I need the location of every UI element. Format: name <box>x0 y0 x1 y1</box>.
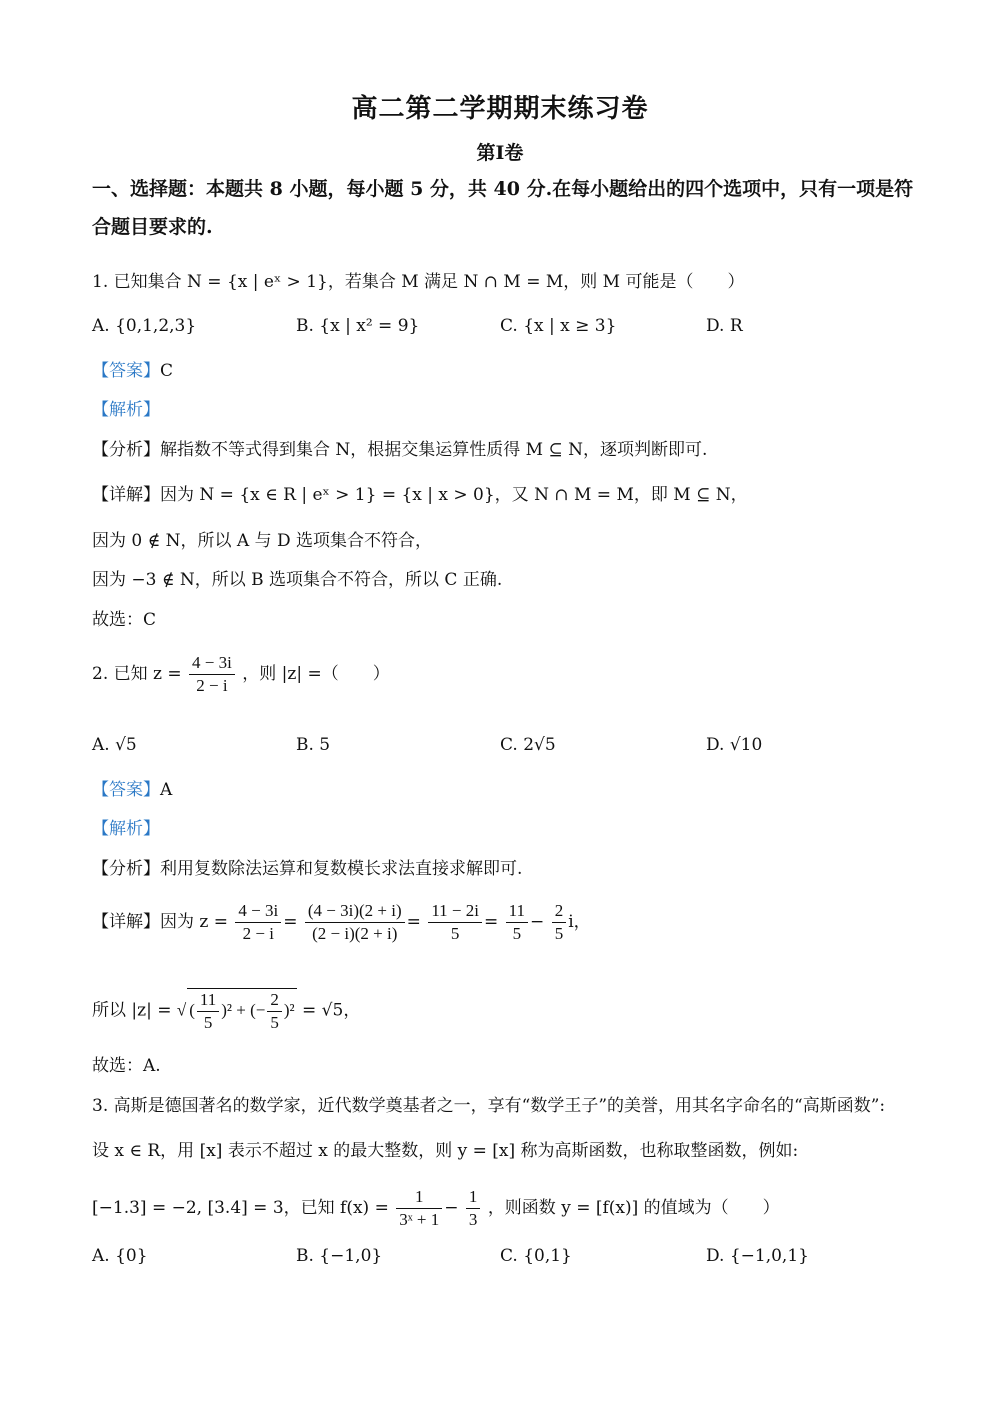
q2-stem <box>92 652 390 697</box>
modulus-inner-b: )² + (− <box>221 1000 266 1020</box>
fenxi-tag: 【分析】 <box>92 859 160 879</box>
q2-xiangjie: 【详解】因为 z = $\frac{4 - 3i}{2 - i}$ = $\frac{(4 - 3i)(2 + i)}{(2 - i)(2 + i)}$ = $\frac{11 - 2i}{5}$ = $\frac{11}{5}$ − $\frac{2}{5}$ i， <box>92 901 591 943</box>
q1-line3: 因为 −3 ∉ N，所以 B 选项集合不符合，所以 C 正确. <box>92 570 503 590</box>
modulus-fraction-2 <box>267 989 282 1034</box>
fraction-5-num: 2 <box>552 900 567 923</box>
q1-stem: 1. 已知集合 N = {x | eˣ > 1}，若集合 M 满足 N ∩ M = M，则 M 可能是（ ） <box>92 272 745 292</box>
q2-stem-prefix: 2. 已知 z = <box>92 664 182 684</box>
q3-fraction-2-num: 1 <box>466 1186 481 1209</box>
sqrt-sign: √ <box>176 1000 187 1020</box>
modulus-fraction-1-num: 11 <box>197 989 219 1012</box>
q3-line2: 设 x ∈ R，用 [x] 表示不超过 x 的最大整数，则 y = [x] 称为高斯函数，也称取整函数，例如: <box>92 1141 799 1161</box>
q3-fraction-2 <box>466 1186 481 1231</box>
modulus-inner-a: ( <box>189 1000 195 1020</box>
q3-line3-prefix: [−1.3] = −2, [3.4] = 3，已知 f(x) = <box>92 1198 389 1218</box>
page-title: 高二第二学期期末练习卷 <box>351 94 649 124</box>
fraction-1-num: 4 − 3i <box>235 900 281 923</box>
fenxi-tag: 【分析】 <box>92 440 160 460</box>
fenxi-text: 利用复数除法运算和复数模长求法直接求解即可. <box>160 859 523 879</box>
sqrt-body <box>187 988 296 1034</box>
q3-option-c: C. {0,1} <box>500 1246 572 1266</box>
q3-fraction-1-num: 1 <box>396 1186 442 1209</box>
answer-tag: 【答案】 <box>92 361 160 381</box>
section-heading: 一、选择题：本题共 8 小题，每小题 5 分，共 40 分.在每小题给出的四个选项中，只有一项是符合题目要求的. <box>92 178 914 238</box>
q2-stem-suffix: ，则 |z| =（ ） <box>242 664 390 684</box>
q3-option-a: A. {0} <box>92 1246 148 1266</box>
fenxi-text: 解指数不等式得到集合 N，根据交集运算性质得 M ⊆ N，逐项判断即可. <box>160 440 708 460</box>
q2-stem-num: 4 − 3i <box>189 652 235 675</box>
answer-value: C <box>160 361 174 381</box>
q2-option-b: B. 5 <box>296 735 331 755</box>
modulus-inner-c: )² <box>283 1000 295 1020</box>
q3-fraction-2-den: 3 <box>468 1210 478 1229</box>
q1-option-c: C. {x | x ≥ 3} <box>500 316 617 336</box>
q1-answer <box>92 357 173 385</box>
q2-modulus <box>92 988 360 1034</box>
q3-line3-suffix: ，则函数 y = [f(x)] 的值域为（ ） <box>487 1198 780 1218</box>
fraction-2 <box>305 900 405 945</box>
q2-fenxi <box>92 855 522 883</box>
q3-fraction-1-den: 3ˣ + 1 <box>399 1210 440 1229</box>
q2-option-d: D. √10 <box>706 735 763 755</box>
xiangjie-suffix: i， <box>568 912 591 932</box>
q3-option-b: B. {−1,0} <box>296 1246 383 1266</box>
q1-line2: 因为 0 ∉ N，所以 A 与 D 选项集合不符合， <box>92 531 433 551</box>
q2-stem-fraction <box>189 652 235 697</box>
xiangjie-tag: 【详解】 <box>92 912 160 932</box>
fraction-2-num: (4 − 3i)(2 + i) <box>305 900 405 923</box>
modulus-fraction-1 <box>197 989 219 1034</box>
q2-option-a: A. √5 <box>92 735 137 755</box>
q2-option-c: C. 2√5 <box>500 735 556 755</box>
answer-tag: 【答案】 <box>92 780 160 800</box>
q3-fraction-1 <box>396 1186 442 1231</box>
q1-conclusion: 故选：C <box>92 610 157 630</box>
answer-value: A <box>160 780 173 800</box>
q2-stem-den: 2 − i <box>196 676 228 695</box>
xiangjie-prefix: 因为 z = <box>160 912 229 932</box>
fraction-3-den: 5 <box>450 924 460 943</box>
analysis-tag: 【解析】 <box>92 819 160 839</box>
xiangjie-text: 因为 N = {x ∈ R | eˣ > 1} = {x | x > 0}，又 N ∩ M = M，即 M ⊆ N， <box>160 485 748 505</box>
q2-analysis-tag <box>92 815 160 843</box>
q2-conclusion: 故选：A. <box>92 1056 161 1076</box>
fraction-1-den: 2 − i <box>242 924 274 943</box>
modulus-fraction-2-den: 5 <box>270 1013 279 1032</box>
fraction-2-den: (2 − i)(2 + i) <box>312 924 398 943</box>
fraction-4-num: 11 <box>506 900 528 923</box>
analysis-tag: 【解析】 <box>92 400 160 420</box>
q3-line1: 3. 高斯是德国著名的数学家，近代数学奠基者之一，享有“数学王子”的美誉，用其名字命名的“高斯函数”: <box>92 1096 886 1116</box>
modulus-fraction-1-den: 5 <box>203 1013 213 1032</box>
q1-option-d: D. R <box>706 316 743 336</box>
q1-analysis-tag <box>92 396 160 424</box>
fraction-4 <box>506 900 528 945</box>
q3-line3: [−1.3] = −2, [3.4] = 3，已知 f(x) = $\frac{1}{\text{3ˣ + 1}}$ − $\frac{1}{3}$ ，则函数 y = [f(x)] 的值域为（ ） <box>92 1187 780 1229</box>
fraction-3-num: 11 − 2i <box>428 900 482 923</box>
fraction-4-den: 5 <box>512 924 522 943</box>
modulus-prefix: 所以 |z| = <box>92 1000 172 1021</box>
fraction-5 <box>552 900 567 945</box>
modulus-suffix: = √5， <box>302 1000 361 1021</box>
fraction-1 <box>235 900 281 945</box>
xiangjie-tag: 【详解】 <box>92 485 160 505</box>
q1-xiangjie <box>92 481 748 509</box>
q3-option-d: D. {−1,0,1} <box>706 1246 809 1266</box>
page-subtitle: 第Ⅰ卷 <box>476 142 524 164</box>
fraction-5-den: 5 <box>554 924 564 943</box>
q2-answer <box>92 776 172 804</box>
fraction-3 <box>428 900 482 945</box>
q1-option-a: A. {0,1,2,3} <box>92 316 197 336</box>
modulus-fraction-2-num: 2 <box>267 989 282 1012</box>
q1-fenxi <box>92 436 707 464</box>
q1-option-b: B. {x | x² = 9} <box>296 316 420 336</box>
